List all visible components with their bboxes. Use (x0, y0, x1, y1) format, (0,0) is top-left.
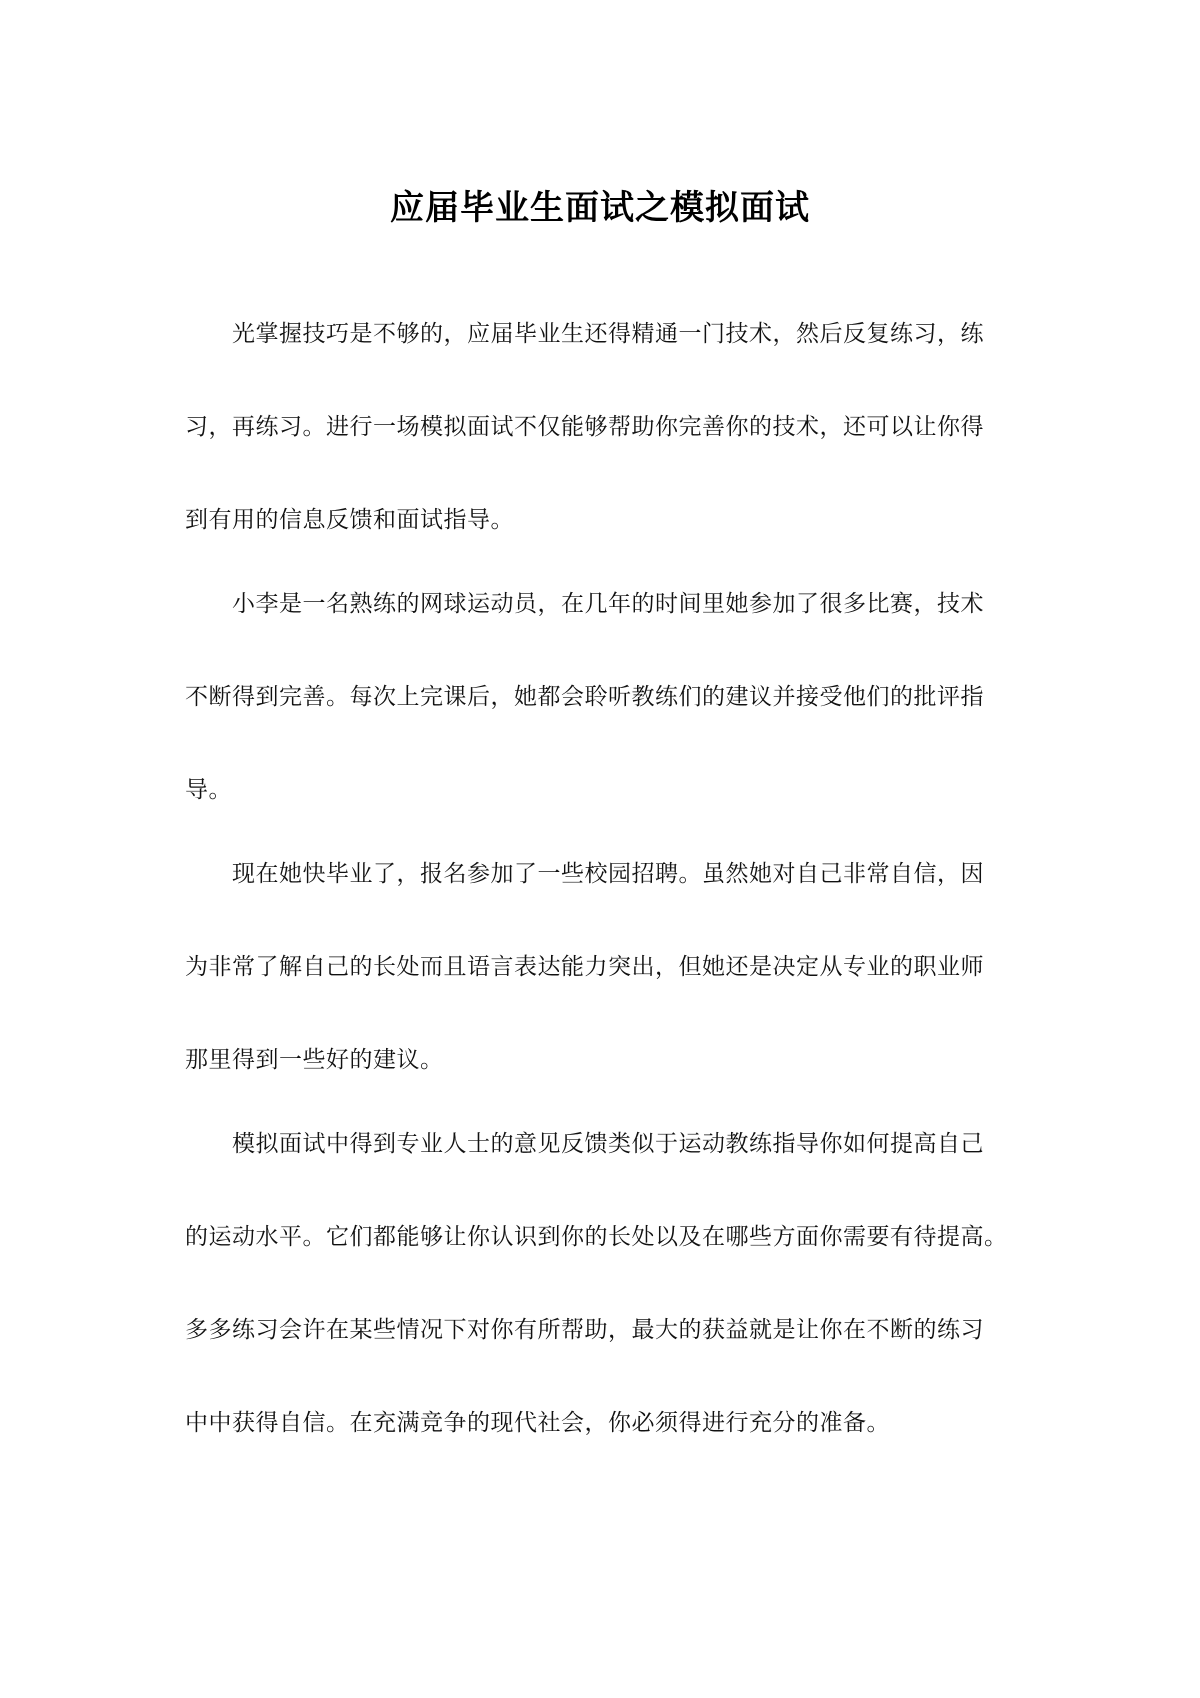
paragraph-4-line-2: 的运动水平。它们都能够让你认识到你的长处以及在哪些方面你需要有待提高。 (185, 1224, 1008, 1250)
paragraph-4-line-4: 中中获得自信。在充满竞争的现代社会，你必须得进行充分的准备。 (185, 1410, 890, 1436)
paragraph-1-line-3: 到有用的信息反馈和面试指导。 (185, 507, 514, 533)
paragraph-3-line-1: 现在她快毕业了，报名参加了一些校园招聘。虽然她对自己非常自信，因 (232, 861, 984, 887)
paragraph-2-line-1: 小李是一名熟练的网球运动员，在几年的时间里她参加了很多比赛，技术 (232, 591, 984, 617)
paragraph-1-line-1: 光掌握技巧是不够的，应届毕业生还得精通一门技术，然后反复练习，练 (232, 321, 984, 347)
paragraph-4-line-1: 模拟面试中得到专业人士的意见反馈类似于运动教练指导你如何提高自己 (232, 1131, 984, 1157)
paragraph-4-line-3: 多多练习会许在某些情况下对你有所帮助，最大的获益就是让你在不断的练习 (185, 1317, 984, 1343)
paragraph-1-line-2: 习，再练习。进行一场模拟面试不仅能够帮助你完善你的技术，还可以让你得 (185, 414, 984, 440)
paragraph-3-line-2: 为非常了解自己的长处而且语言表达能力突出，但她还是决定从专业的职业师 (185, 954, 984, 980)
paragraph-3-line-3: 那里得到一些好的建议。 (185, 1047, 444, 1073)
paragraph-2-line-2: 不断得到完善。每次上完课后，她都会聆听教练们的建议并接受他们的批评指 (185, 684, 984, 710)
document-title: 应届毕业生面试之模拟面试 (390, 188, 810, 228)
paragraph-2-line-3: 导。 (185, 777, 232, 803)
